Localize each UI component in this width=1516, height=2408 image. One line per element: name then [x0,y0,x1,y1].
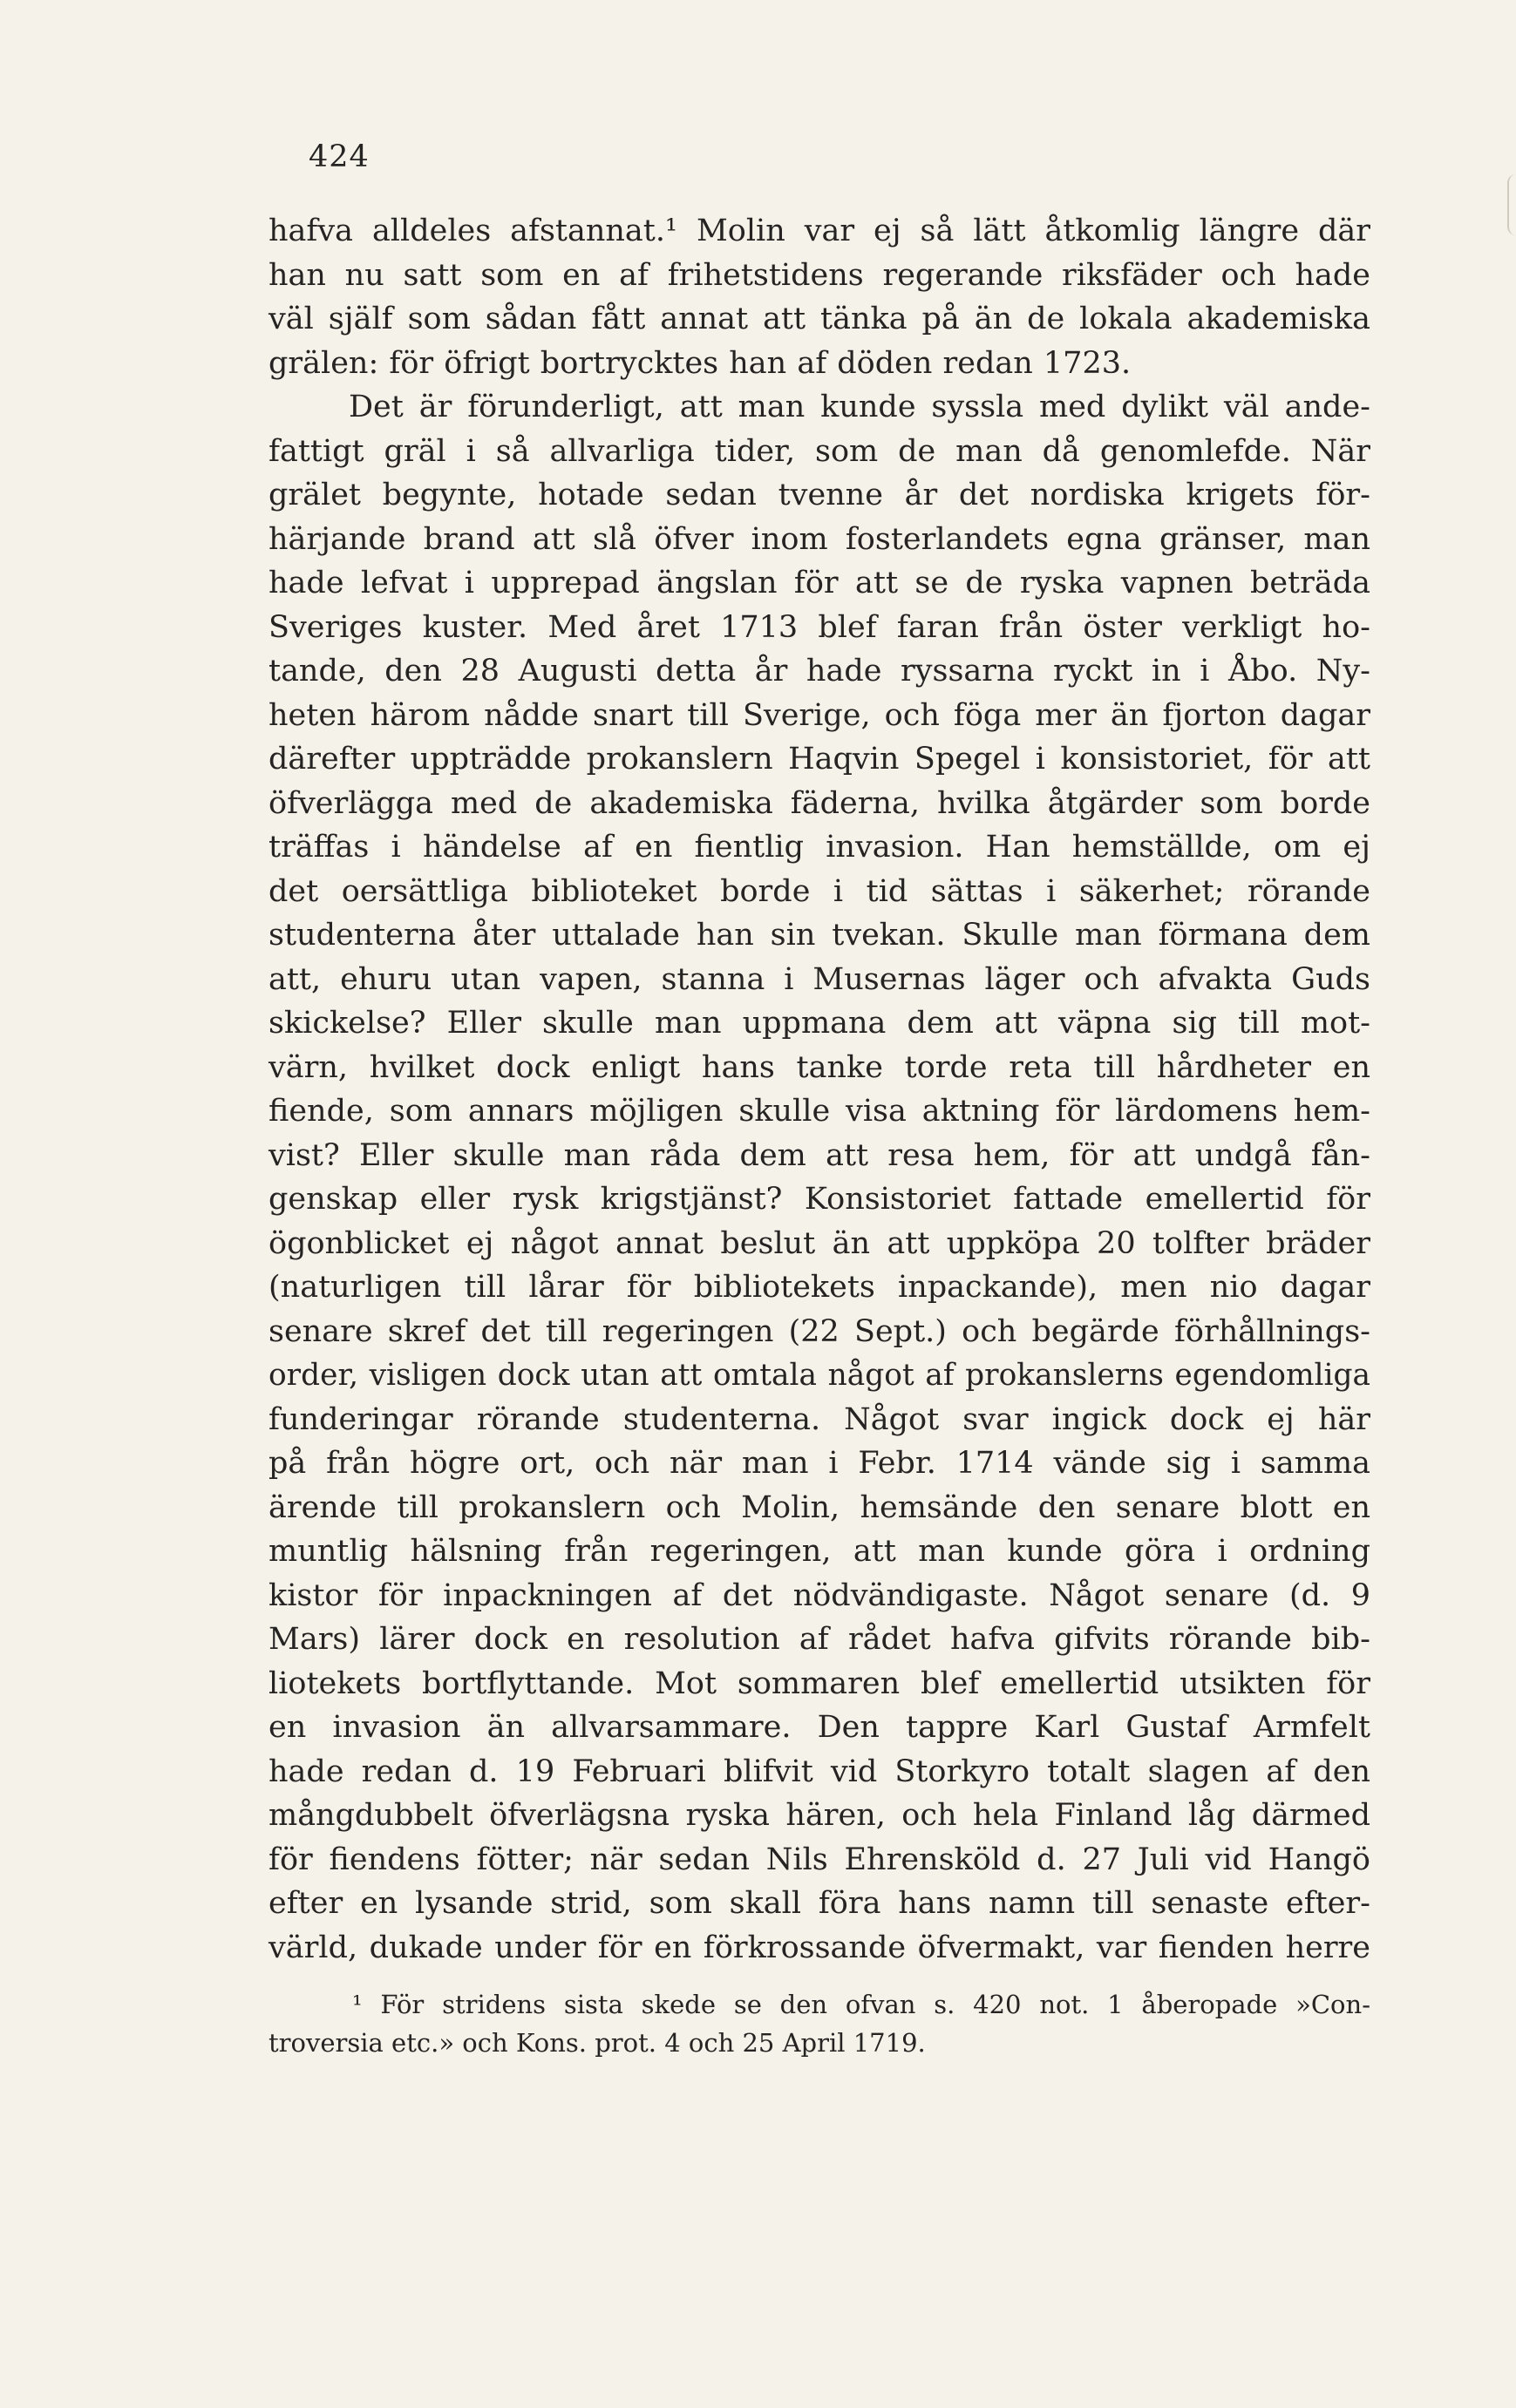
text-line: han nu satt som en af frihetstidens regerande riksfäder och hade [269,257,1370,293]
text-line: att, ehuru utan vapen, stanna i Musernas läger och afvakta Guds [269,961,1370,997]
body-text [269,209,1370,1970]
text-line: grälen: för öfrigt bortrycktes han af döden redan 1723. [269,345,1132,381]
text-line: värld, dukade under för en förkrossande öfvermakt, var fienden herre [269,1930,1370,1965]
text-line: skickelse? Eller skulle man uppmana dem att väpna sig till mot- [269,1006,1370,1041]
text-line: vist? Eller skulle man råda dem att resa hem, för att undgå fån- [269,1137,1370,1173]
text-line: fiende, som annars möjligen skulle visa aktning för lärdomens hem- [269,1094,1370,1129]
footnote-line: ¹ För stridens sista skede se den ofvan s. 420 not. 1 åberopade »Con- [352,1990,1370,2019]
text-line: senare skref det till regeringen (22 Sept.) och begärde förhållnings- [269,1313,1370,1349]
text-line: öfverlägga med de akademiska fäderna, hvilka åtgärder som borde [269,785,1370,821]
text-line: heten härom nådde snart till Sverige, och föga mer än fjorton dagar [269,697,1370,733]
text-line: mångdubbelt öfverlägsna ryska hären, och hela Finland låg därmed [269,1798,1370,1833]
page-number: 424 [309,139,370,174]
text-line: kistor för inpackningen af det nödvändigaste. Något senare (d. 9 [269,1577,1370,1613]
text-line: på från högre ort, och när man i Febr. 1714 vände sig i samma [269,1446,1370,1481]
text-line: grälet begynte, hotade sedan tvenne år det nordiska krigets för- [269,478,1370,512]
text-line: (naturligen till lårar för bibliotekets inpackande), men nio dagar [269,1270,1370,1305]
text-line: tande, den 28 Augusti detta år hade ryssarna ryckt in i Åbo. Ny- [269,654,1370,688]
text-line: funderingar rörande studenterna. Något svar ingick dock ej här [269,1401,1370,1437]
text-line: det oersättliga biblioteket borde i tid sättas i säkerhet; rörande [269,873,1370,909]
text-line: värn, hvilket dock enligt hans tanke torde reta till hårdheter en [269,1049,1370,1085]
text-line: efter en lysande strid, som skall föra hans namn till senaste efter- [269,1886,1370,1921]
footnote [269,1985,1370,2062]
text-line: muntlig hälsning från regeringen, att man kunde göra i ordning [269,1534,1370,1569]
text-line: hade redan d. 19 Februari blifvit vid Storkyro totalt slagen af den [269,1753,1370,1789]
footnote-line: troversia etc.» och Kons. prot. 4 och 25 April 1719. [269,2028,926,2058]
text-line: Det är förunderligt, att man kunde syssla med dylikt väl ande- [349,390,1370,424]
text-line: ärende till prokanslern och Molin, hemsände den senare blott en [269,1489,1370,1525]
text-line: order, visligen dock utan att omtala något af prokanslerns egendomliga [269,1358,1370,1393]
text-line: studenterna åter uttalade han sin tvekan. Skulle man förmana dem [269,918,1370,953]
text-line: fattigt gräl i så allvarliga tider, som de man då genomlefde. När [269,433,1370,469]
text-line: liotekets bortflyttande. Mot sommaren blef emellertid utsikten för [269,1665,1370,1701]
text-line: för fiendens fötter; när sedan Nils Ehrensköld d. 27 Juli vid Hangö [269,1842,1370,1877]
text-line: träffas i händelse af en fientlig invasion. Han hemställde, om ej [269,830,1370,865]
text-line: en invasion än allvarsammare. Den tappre Karl Gustaf Armfelt [269,1710,1370,1745]
page-edge-shadow [1507,174,1516,235]
text-line: hafva alldeles afstannat.¹ Molin var ej så lätt åtkomlig längre där [269,214,1370,248]
text-line: genskap eller rysk krigstjänst? Konsistoriet fattade emellertid för [269,1182,1370,1217]
text-line: ögonblicket ej något annat beslut än att uppköpa 20 tolfter bräder [269,1225,1370,1261]
text-line: härjande brand att slå öfver inom fosterlandets egna gränser, man [269,521,1370,557]
text-line: Mars) lärer dock en resolution af rådet hafva gifvits rörande bib- [269,1622,1370,1657]
text-line: hade lefvat i upprepad ängslan för att se de ryska vapnen beträda [269,566,1370,600]
text-line: därefter uppträdde prokanslern Haqvin Spegel i konsistoriet, för att [269,742,1370,777]
text-line: väl själf som sådan fått annat att tänka på än de lokala akademiska [269,302,1370,336]
text-line: Sveriges kuster. Med året 1713 blef faran från öster verkligt ho- [269,609,1370,645]
